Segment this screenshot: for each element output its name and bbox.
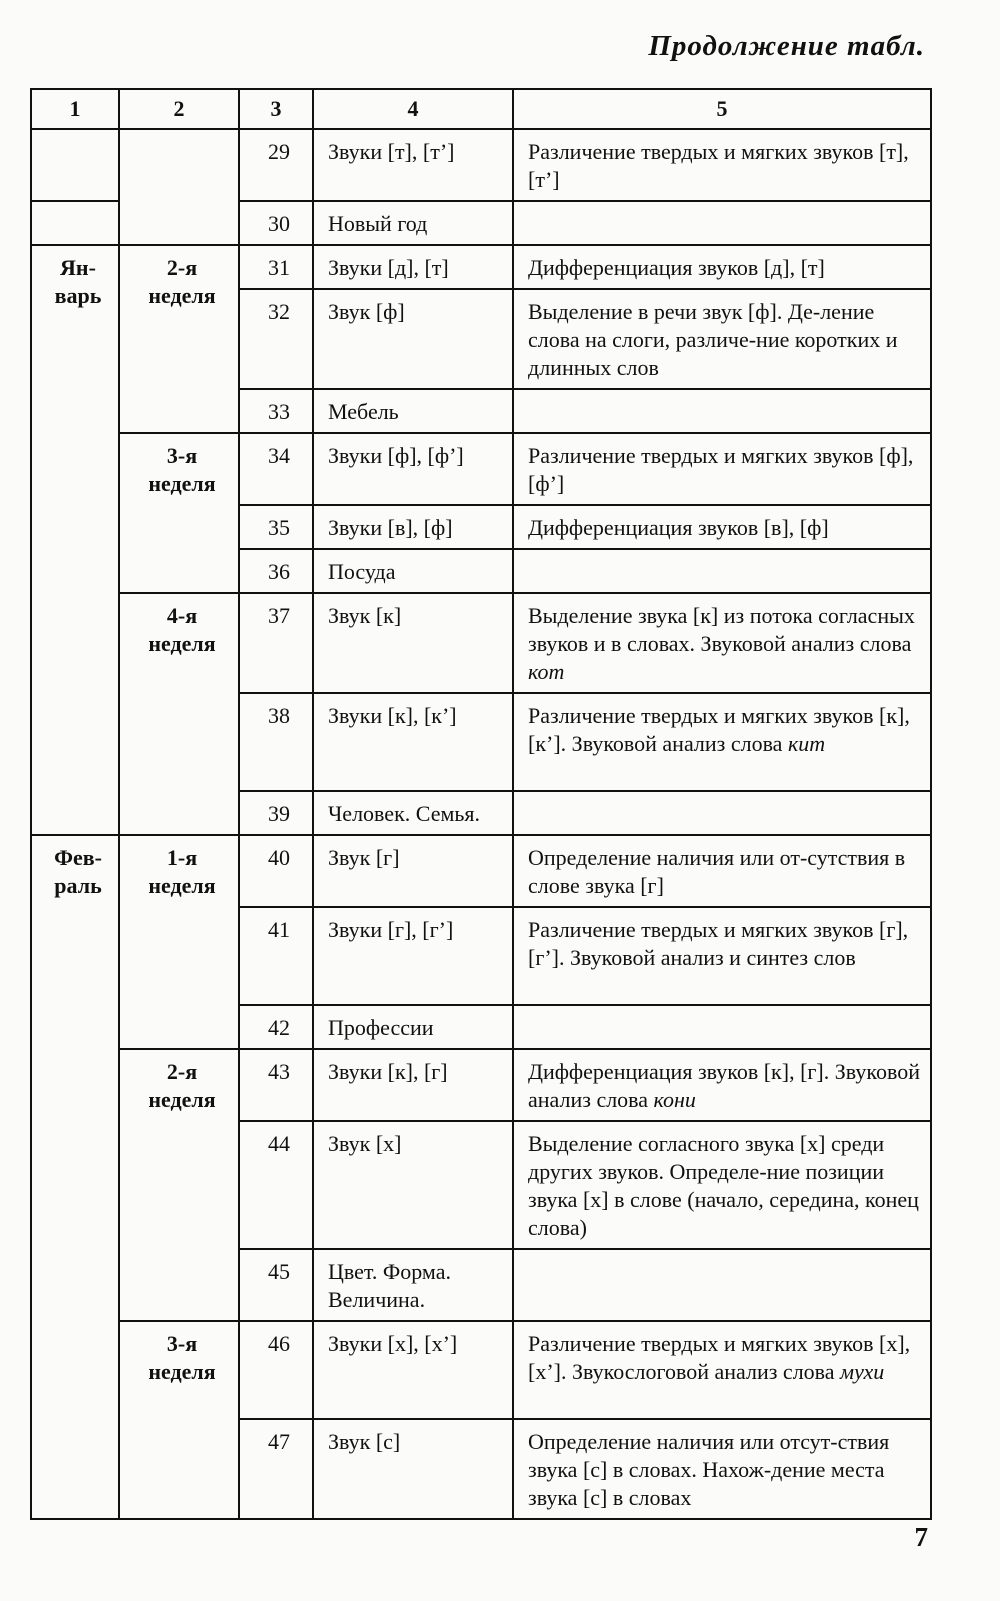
lesson-description xyxy=(513,549,931,593)
table-row xyxy=(31,835,931,907)
lesson-topic: Звуки [т], [т’] xyxy=(313,129,513,201)
description-text: Дифференциация звуков [к], [г]. Звуковой анализ слова xyxy=(528,1059,920,1112)
week-3-february: 3-я неделя xyxy=(119,1321,239,1519)
week-1-february: 1-я неделя xyxy=(119,835,239,1049)
month-february: Фев- раль xyxy=(31,835,119,1519)
description-italic-word: кит xyxy=(787,731,826,756)
header-row xyxy=(31,89,931,129)
table-caption: Продолжение табл. xyxy=(648,30,925,62)
week-3-january: 3-я неделя xyxy=(119,433,239,593)
table-row xyxy=(31,1321,931,1419)
lesson-number: 35 xyxy=(239,505,313,549)
lesson-description: Определение наличия или отсут-ствия звука [с] в словах. Нахож-дение места звука [с] в словах xyxy=(513,1419,931,1519)
col-header-2: 2 xyxy=(119,89,239,129)
lesson-description: Дифференциация звуков [в], [ф] xyxy=(513,505,931,549)
lesson-description xyxy=(513,693,931,791)
month-cell-empty xyxy=(31,129,119,201)
lesson-description: Дифференциация звуков [д], [т] xyxy=(513,245,931,289)
lesson-topic: Звуки [д], [т] xyxy=(313,245,513,289)
week-4-january: 4-я неделя xyxy=(119,593,239,835)
lesson-topic: Звуки [ф], [ф’] xyxy=(313,433,513,505)
schedule-table xyxy=(30,88,932,1520)
lesson-topic: Звуки [к], [к’] xyxy=(313,693,513,791)
description-italic-word: кони xyxy=(653,1087,696,1112)
lesson-topic: Звуки [к], [г] xyxy=(313,1049,513,1121)
lesson-number: 40 xyxy=(239,835,313,907)
lesson-number: 45 xyxy=(239,1249,313,1321)
lesson-topic: Звук [к] xyxy=(313,593,513,693)
lesson-topic: Новый год xyxy=(313,201,513,245)
description-italic-word: мухи xyxy=(840,1359,885,1384)
lesson-number: 46 xyxy=(239,1321,313,1419)
description-text: Выделение звука [к] из потока согласных звуков и в словах. Звуковой анализ слова xyxy=(528,603,915,656)
lesson-topic: Звук [х] xyxy=(313,1121,513,1249)
lesson-topic: Звуки [х], [х’] xyxy=(313,1321,513,1419)
lesson-number: 30 xyxy=(239,201,313,245)
lesson-description: Различение твердых и мягких звуков [г], [г’]. Звуковой анализ и синтез слов xyxy=(513,907,931,1005)
lesson-number: 37 xyxy=(239,593,313,693)
table-row xyxy=(31,433,931,505)
lesson-number: 31 xyxy=(239,245,313,289)
lesson-topic: Звук [ф] xyxy=(313,289,513,389)
lesson-number: 38 xyxy=(239,693,313,791)
lesson-number: 41 xyxy=(239,907,313,1005)
lesson-number: 42 xyxy=(239,1005,313,1049)
lesson-description xyxy=(513,791,931,835)
lesson-topic: Мебель xyxy=(313,389,513,433)
table-row xyxy=(31,245,931,289)
lesson-topic: Профессии xyxy=(313,1005,513,1049)
lesson-description xyxy=(513,593,931,693)
lesson-topic: Человек. Семья. xyxy=(313,791,513,835)
table-row xyxy=(31,129,931,201)
lesson-number: 32 xyxy=(239,289,313,389)
table-row xyxy=(31,1049,931,1121)
lesson-topic: Звуки [в], [ф] xyxy=(313,505,513,549)
description-text: Различение твердых и мягких звуков [х], [х’]. Звукослоговой анализ слова xyxy=(528,1331,911,1384)
lesson-number: 39 xyxy=(239,791,313,835)
col-header-3: 3 xyxy=(239,89,313,129)
week-cell-empty xyxy=(119,129,239,245)
lesson-description xyxy=(513,1249,931,1321)
lesson-topic: Звук [г] xyxy=(313,835,513,907)
lesson-topic: Звуки [г], [г’] xyxy=(313,907,513,1005)
page-number: 7 xyxy=(914,1522,928,1552)
lesson-topic: Звук [с] xyxy=(313,1419,513,1519)
col-header-1: 1 xyxy=(31,89,119,129)
lesson-description xyxy=(513,389,931,433)
lesson-description: Различение твердых и мягких звуков [т], [т’] xyxy=(513,129,931,201)
week-2-january: 2-я неделя xyxy=(119,245,239,433)
lesson-number: 43 xyxy=(239,1049,313,1121)
lesson-description xyxy=(513,1321,931,1419)
col-header-4: 4 xyxy=(313,89,513,129)
lesson-topic: Цвет. Форма. Величина. xyxy=(313,1249,513,1321)
month-january: Ян- варь xyxy=(31,245,119,835)
lesson-description xyxy=(513,201,931,245)
lesson-description: Определение наличия или от-сутствия в слове звука [г] xyxy=(513,835,931,907)
lesson-number: 44 xyxy=(239,1121,313,1249)
lesson-description xyxy=(513,1049,931,1121)
lesson-number: 34 xyxy=(239,433,313,505)
lesson-description xyxy=(513,1005,931,1049)
lesson-description: Выделение в речи звук [ф]. Де-ление слова на слоги, различе-ние коротких и длинных слов xyxy=(513,289,931,389)
lesson-description: Различение твердых и мягких звуков [ф], [ф’] xyxy=(513,433,931,505)
lesson-number: 47 xyxy=(239,1419,313,1519)
lesson-topic: Посуда xyxy=(313,549,513,593)
month-cell-empty xyxy=(31,201,119,245)
lesson-description: Выделение согласного звука [х] среди других звуков. Определе-ние позиции звука [х] в слове (начало, середина, конец слова) xyxy=(513,1121,931,1249)
lesson-number: 29 xyxy=(239,129,313,201)
table-row xyxy=(31,593,931,693)
description-italic-word: кот xyxy=(528,659,565,684)
description-text: Различение твердых и мягких звуков [к], [к’]. Звуковой анализ слова xyxy=(528,703,910,756)
col-header-5: 5 xyxy=(513,89,931,129)
lesson-number: 36 xyxy=(239,549,313,593)
lesson-number: 33 xyxy=(239,389,313,433)
week-2-february: 2-я неделя xyxy=(119,1049,239,1321)
